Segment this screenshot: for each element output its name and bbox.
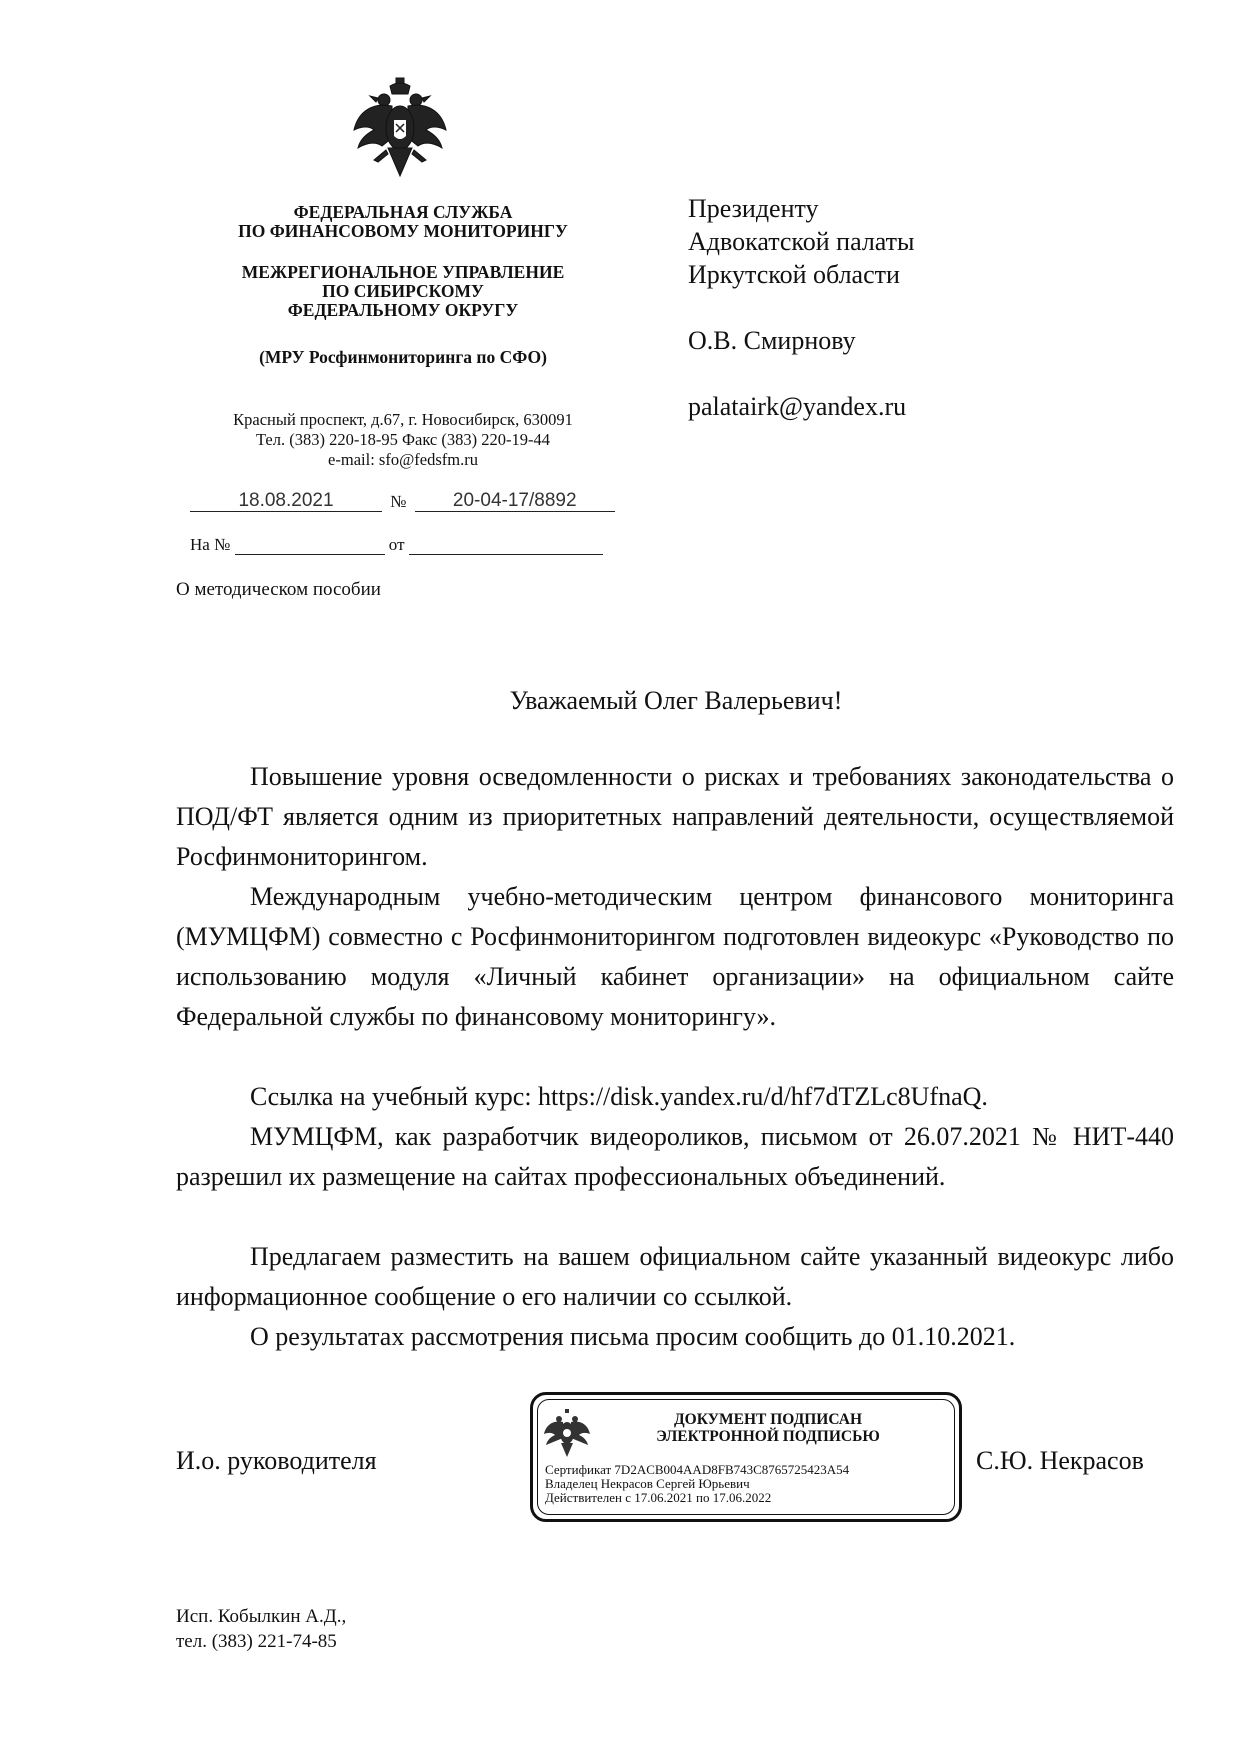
reply-line <box>190 533 620 555</box>
addressee-line1: Президенту <box>688 194 819 223</box>
sender-short-name: (МРУ Росфинмониторинга по СФО) <box>259 347 547 367</box>
addressee-line2: Адвокатской палаты <box>688 227 915 256</box>
signature-position: И.о. руководителя <box>176 1446 377 1475</box>
addressee-line3: Иркутской области <box>688 260 900 289</box>
sender-org-line2: ПО ФИНАНСОВОМУ МОНИТОРИНГУ <box>238 221 568 241</box>
reply-from-label: от <box>388 535 405 554</box>
sender-dept-line1: МЕЖРЕГИОНАЛЬНОЕ УПРАВЛЕНИЕ <box>241 262 565 282</box>
executor-name: Исп. Кобылкин А.Д., <box>176 1606 347 1627</box>
stamp-title <box>603 1411 933 1445</box>
addressee-block <box>688 192 1188 423</box>
reply-to-number-blank <box>235 533 385 555</box>
stamp-certificate: Сертификат 7D2ACB004AAD8FB743C8765725423A54 <box>545 1462 850 1477</box>
greeting: Уважаемый Олег Валерьевич! <box>509 686 843 715</box>
addressee-name: О.В. Смирнову <box>688 326 856 355</box>
stamp-emblem-icon <box>543 1407 591 1459</box>
stamp-details <box>545 1463 955 1505</box>
body-paragraph-6: О результатах рассмотрения письма просим сообщить до 01.10.2021. <box>250 1322 1016 1351</box>
registration-date: 18.08.2021 <box>190 490 382 512</box>
letter-subject: О методическом пособии <box>176 579 381 600</box>
sender-department <box>160 263 646 320</box>
registration-line <box>190 490 620 512</box>
sender-address: Красный проспект, д.67, г. Новосибирск, 630091 <box>233 410 573 429</box>
stamp-title-line2: ЭЛЕКТРОННОЙ ПОДПИСЬЮ <box>656 1428 880 1445</box>
body-paragraph-2: Международным учебно-методическим центром финансового мониторинга (МУМЦФМ) совместно с Росфинмониторингом подготовлен видеокурс «Руководство по использованию модуля «Личный кабинет организации» на официальном сайте Федеральной службы по финансовому мониторингу». <box>176 882 1174 1031</box>
registration-number: 20-04-17/8892 <box>415 490 615 512</box>
reply-from-date-blank <box>409 533 603 555</box>
sender-dept-line2: ПО СИБИРСКОМУ <box>322 281 484 301</box>
stamp-validity: Действителен с 17.06.2021 по 17.06.2022 <box>545 1490 772 1505</box>
sender-dept-line3: ФЕДЕРАЛЬНОМУ ОКРУГУ <box>287 300 519 320</box>
stamp-title-line1: ДОКУМЕНТ ПОДПИСАН <box>673 1411 863 1428</box>
sender-contacts <box>160 410 646 470</box>
body-paragraph-1: Повышение уровня осведомленности о рисках и требованиях законодательства о ПОД/ФТ является одним из приоритетных направлений деятельности, осуществляемой Росфинмониторингом. <box>176 762 1174 871</box>
stamp-owner: Владелец Некрасов Сергей Юрьевич <box>545 1476 750 1491</box>
body-paragraph-3: Ссылка на учебный курс: https://disk.yandex.ru/d/hf7dTZLc8UfnaQ. <box>250 1082 988 1111</box>
double-headed-eagle-emblem-icon <box>352 76 448 180</box>
addressee-email: palatairk@yandex.ru <box>688 392 907 421</box>
executor-phone: тел. (383) 221-74-85 <box>176 1631 337 1652</box>
reply-to-label: На № <box>190 535 231 554</box>
electronic-signature-stamp <box>530 1392 962 1522</box>
body-paragraph-4: МУМЦФМ, как разработчик видеороликов, письмом от 26.07.2021 № НИТ-440 разрешил их размещение на сайтах профессиональных объединений. <box>176 1122 1174 1191</box>
sender-org-line1: ФЕДЕРАЛЬНАЯ СЛУЖБА <box>293 202 513 222</box>
registration-number-sign: № <box>390 492 407 511</box>
sender-org <box>160 203 646 241</box>
executor-block <box>176 1604 346 1654</box>
signature-name: С.Ю. Некрасов <box>976 1446 1144 1475</box>
body-paragraph-5: Предлагаем разместить на вашем официальном сайте указанный видеокурс либо информационное сообщение о его наличии со ссылкой. <box>176 1242 1174 1311</box>
sender-email: e-mail: sfo@fedsfm.ru <box>328 450 478 469</box>
sender-phones: Тел. (383) 220-18-95 Факс (383) 220-19-44 <box>255 430 550 449</box>
